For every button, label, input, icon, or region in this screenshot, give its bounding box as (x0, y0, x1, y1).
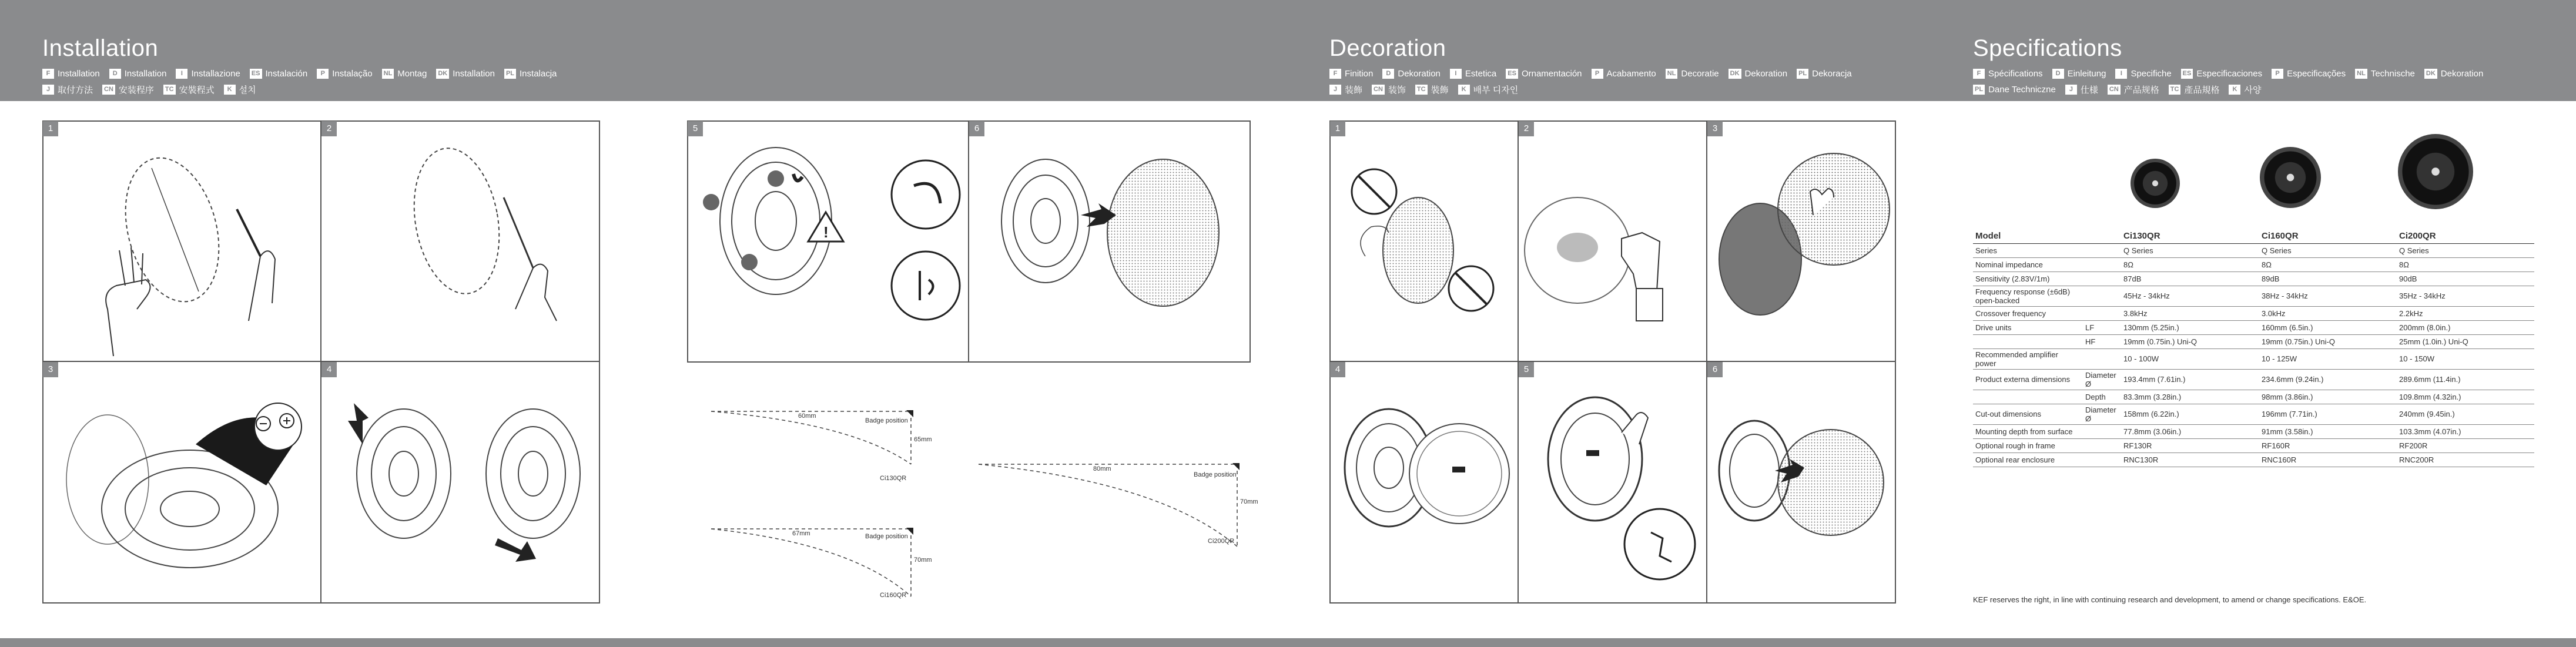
language-code-badge: K (2229, 85, 2240, 95)
spec-label: Optional rough in frame (1973, 438, 2083, 452)
spec-value: 109.8mm (4.32in.) (2397, 390, 2534, 404)
spec-value: RF200R (2397, 438, 2534, 452)
spec-label: Mounting depth from surface (1973, 424, 2083, 438)
language-item (1329, 69, 1373, 79)
specifications-languages-row2 (1973, 83, 2270, 96)
spec-value: 234.6mm (9.24in.) (2259, 369, 2397, 390)
template-dimension-vertical: 70mm (1240, 498, 1258, 505)
step-number: 1 (43, 121, 58, 136)
language-code-badge: F (1329, 69, 1341, 79)
spec-value: 200mm (8.0in.) (2397, 320, 2534, 334)
language-word: Specifiche (2131, 69, 2172, 79)
step-illustration (43, 362, 321, 603)
language-code-badge: NL (382, 69, 394, 79)
language-code-badge: PL (1797, 69, 1808, 79)
language-code-badge: D (109, 69, 121, 79)
language-word: 产品规格 (2123, 85, 2159, 95)
language-item (436, 69, 495, 79)
language-word: 裝飾 (1431, 85, 1449, 95)
step-number: 5 (1519, 362, 1534, 377)
language-item (1592, 69, 1656, 79)
spec-label: Series (1973, 243, 2083, 257)
language-item (1458, 83, 1519, 96)
product-image-ci160qr (2260, 147, 2321, 208)
specifications-languages-row1 (1973, 69, 2493, 79)
language-word: 사양 (2244, 85, 2262, 95)
spec-value: 10 - 125W (2259, 348, 2397, 369)
decoration-languages-row1 (1329, 69, 1861, 79)
language-item (1506, 69, 1582, 79)
language-item (2355, 69, 2415, 79)
language-code-badge: TC (163, 85, 176, 95)
language-word: Dekoration (1744, 69, 1788, 79)
language-code-badge: K (224, 85, 236, 95)
language-code-badge: P (317, 69, 329, 79)
spec-value: 45Hz - 34kHz (2121, 286, 2259, 306)
spec-sublabel (2083, 271, 2121, 286)
spec-value: Q Series (2121, 243, 2259, 257)
step-number: 3 (1707, 121, 1723, 136)
spec-value: 8Ω (2259, 257, 2397, 271)
language-word: Einleitung (2067, 69, 2106, 79)
spec-sublabel: LF (2083, 320, 2121, 334)
spec-label: Frequency response (±6dB) open-backed (1973, 286, 2083, 306)
step-number: 2 (321, 121, 337, 136)
step-number: 5 (688, 121, 703, 136)
spec-label: Nominal impedance (1973, 257, 2083, 271)
spec-row (1973, 257, 2534, 271)
language-code-badge: D (1382, 69, 1394, 79)
language-code-badge: CN (102, 85, 115, 95)
spec-value: 8Ω (2121, 257, 2259, 271)
spec-value: 3.0kHz (2259, 306, 2397, 320)
language-word: Installation (58, 69, 100, 79)
language-word: Instalación (265, 69, 308, 79)
language-item (1666, 69, 1719, 79)
spec-label: Recommended amplifier power (1973, 348, 2083, 369)
language-word: Ornamentación (1521, 69, 1582, 79)
language-code-badge: F (42, 69, 54, 79)
spec-value: 130mm (5.25in.) (2121, 320, 2259, 334)
spec-row (1973, 306, 2534, 320)
template-badge-label: Badge position (1194, 471, 1237, 478)
template-dimension: 60mm (798, 413, 816, 420)
spec-row (1973, 404, 2534, 424)
spec-label: Cut-out dimensions (1973, 404, 2083, 424)
language-item (1797, 69, 1852, 79)
specifications-table (1973, 229, 2534, 467)
language-code-badge: I (176, 69, 187, 79)
spec-row (1973, 369, 2534, 390)
step-illustration (321, 121, 600, 362)
language-item (1382, 69, 1441, 79)
language-word: 설치 (239, 85, 256, 95)
language-word: 安裝程式 (179, 85, 215, 95)
spec-value: RNC200R (2397, 452, 2534, 467)
spec-row (1973, 390, 2534, 404)
spec-row (1973, 438, 2534, 452)
installation-languages-row2 (42, 83, 266, 96)
language-item (224, 83, 256, 96)
spec-value: 289.6mm (11.4in.) (2397, 369, 2534, 390)
language-code-badge: K (1458, 85, 1470, 95)
language-item (250, 69, 307, 79)
spec-value: Ci200QR (2397, 229, 2534, 243)
language-code-badge: TC (2169, 85, 2181, 95)
language-code-badge: CN (2108, 85, 2121, 95)
cut-template-ci200qr (973, 458, 1258, 552)
spec-value: 91mm (3.58in.) (2259, 424, 2397, 438)
spec-value: 103.3mm (4.07in.) (2397, 424, 2534, 438)
spec-value: RF160R (2259, 438, 2397, 452)
template-model: Ci160QR (880, 592, 907, 599)
product-image-ci130qr (2131, 159, 2180, 208)
language-word: 装饰 (1388, 85, 1406, 95)
spec-row (1973, 424, 2534, 438)
language-code-badge: ES (1506, 69, 1518, 79)
step-illustration (321, 362, 600, 603)
decoration-languages-row2 (1329, 83, 1527, 96)
language-word: Installazione (191, 69, 240, 79)
decoration-title: Decoration (1329, 35, 1446, 61)
spec-value: RF130R (2121, 438, 2259, 452)
spec-sublabel (2083, 424, 2121, 438)
spec-value: Q Series (2259, 243, 2397, 257)
language-code-badge: TC (1415, 85, 1428, 95)
spec-value: 19mm (0.75in.) Uni-Q (2259, 334, 2397, 348)
language-word: Especificações (2287, 69, 2346, 79)
language-item (1415, 83, 1449, 96)
step-number: 4 (321, 362, 337, 377)
spec-sublabel (2083, 452, 2121, 467)
language-item (2115, 69, 2171, 79)
spec-value: 10 - 100W (2121, 348, 2259, 369)
install-step-2 (321, 121, 600, 362)
spec-sublabel (2083, 257, 2121, 271)
template-dimension: 80mm (1093, 465, 1111, 472)
language-code-badge: P (1592, 69, 1603, 79)
spec-label (1973, 390, 2083, 404)
language-item (1372, 83, 1406, 96)
language-code-badge: NL (2355, 69, 2367, 79)
installation-languages-row1 (42, 69, 566, 79)
install-step-6 (969, 121, 1250, 362)
language-code-badge: D (2052, 69, 2064, 79)
language-word: Dekoration (2440, 69, 2484, 79)
spec-value: 19mm (0.75in.) Uni-Q (2121, 334, 2259, 348)
language-item (1329, 83, 1362, 96)
language-word: 배부 디자인 (1473, 85, 1519, 95)
language-word: Montag (397, 69, 427, 79)
language-word: 產品規格 (2184, 85, 2220, 95)
language-item (109, 69, 167, 79)
step-number: 1 (1330, 121, 1345, 136)
language-item (42, 69, 100, 79)
installation-title: Installation (42, 35, 159, 61)
language-word: Installation (453, 69, 495, 79)
spec-sublabel: HF (2083, 334, 2121, 348)
step-number: 3 (43, 362, 58, 377)
decoration-step-6 (1707, 362, 1895, 603)
language-word: Finition (1345, 69, 1374, 79)
spec-label: Optional rear enclosure (1973, 452, 2083, 467)
spec-label: Model (1973, 229, 2083, 243)
language-item (1729, 69, 1787, 79)
spec-value: 83.3mm (3.28in.) (2121, 390, 2259, 404)
install-step-5 (688, 121, 969, 362)
spec-sublabel (2083, 348, 2121, 369)
spec-label: Drive units (1973, 320, 2083, 334)
template-model: Ci200QR (1208, 538, 1235, 545)
decoration-step-4 (1330, 362, 1519, 603)
template-dimension-vertical: 65mm (914, 436, 932, 443)
decoration-step-1 (1330, 121, 1519, 362)
language-item (163, 83, 215, 96)
step-illustration (1707, 362, 1895, 603)
language-item (382, 69, 427, 79)
language-word: Estetica (1465, 69, 1497, 79)
language-item (2169, 83, 2220, 96)
step-number: 4 (1330, 362, 1345, 377)
template-badge-label: Badge position (865, 533, 908, 540)
spec-row (1973, 452, 2534, 467)
language-code-badge: P (2272, 69, 2283, 79)
spec-sublabel: Diameter Ø (2083, 369, 2121, 390)
language-word: Technische (2370, 69, 2415, 79)
language-item (1973, 69, 2043, 79)
disclaimer: KEF reserves the right, in line with continuing research and development, to amend or change specifications. E&OE. (1973, 595, 2367, 604)
spec-row (1973, 229, 2534, 243)
install-step-4 (321, 362, 600, 603)
svg-text:!: ! (823, 223, 829, 241)
language-word: Instalação (332, 69, 373, 79)
language-word: 安装程序 (118, 85, 154, 95)
spec-value: 8Ω (2397, 257, 2534, 271)
decoration-step-5 (1519, 362, 1707, 603)
spec-sublabel (2083, 243, 2121, 257)
cut-template-ci160qr (705, 520, 932, 602)
language-word: Especificaciones (2196, 69, 2263, 79)
spec-value: RNC130R (2121, 452, 2259, 467)
spec-value: 2.2kHz (2397, 306, 2534, 320)
spec-value: 77.8mm (3.06in.) (2121, 424, 2259, 438)
language-code-badge: DK (2424, 69, 2437, 79)
spec-value: 240mm (9.45in.) (2397, 404, 2534, 424)
spec-value: 89dB (2259, 271, 2397, 286)
decoration-step-3 (1707, 121, 1895, 362)
language-word: Dekoracja (1812, 69, 1852, 79)
language-item (2272, 69, 2346, 79)
language-word: Installation (124, 69, 167, 79)
step-number: 6 (1707, 362, 1723, 377)
language-item (504, 69, 557, 79)
spec-label: Product externa dimensions (1973, 369, 2083, 390)
spec-value: 35Hz - 34kHz (2397, 286, 2534, 306)
language-code-badge: ES (2181, 69, 2193, 79)
spec-value: 193.4mm (7.61in.) (2121, 369, 2259, 390)
spec-sublabel (2083, 286, 2121, 306)
template-model: Ci130QR (880, 475, 907, 482)
spec-row (1973, 334, 2534, 348)
step-illustration (1330, 121, 1519, 362)
language-code-badge: ES (250, 69, 262, 79)
language-item (2181, 69, 2262, 79)
language-code-badge: I (2115, 69, 2127, 79)
template-dimension: 67mm (792, 530, 810, 537)
spec-value: Ci130QR (2121, 229, 2259, 243)
spec-row (1973, 243, 2534, 257)
language-code-badge: NL (1666, 69, 1678, 79)
spec-sublabel: Depth (2083, 390, 2121, 404)
language-item (2052, 69, 2106, 79)
spec-sublabel (2083, 438, 2121, 452)
spec-value: 160mm (6.5in.) (2259, 320, 2397, 334)
language-code-badge: PL (504, 69, 516, 79)
language-code-badge: DK (1729, 69, 1741, 79)
spec-value: 158mm (6.22in.) (2121, 404, 2259, 424)
language-item (2229, 83, 2261, 96)
spec-label: Crossover frequency (1973, 306, 2083, 320)
install-step-3 (43, 362, 321, 603)
language-code-badge: J (1329, 85, 1341, 95)
language-code-badge: DK (436, 69, 449, 79)
spec-value: 38Hz - 34kHz (2259, 286, 2397, 306)
language-word: Instalacja (520, 69, 557, 79)
spec-value: 90dB (2397, 271, 2534, 286)
spec-sublabel (2083, 306, 2121, 320)
language-word: 装飾 (1345, 85, 1363, 95)
product-image-ci200qr (2398, 134, 2473, 209)
spec-row (1973, 320, 2534, 334)
step-illustration (1519, 121, 1707, 362)
decoration-step-2 (1519, 121, 1707, 362)
step-illustration (1330, 362, 1519, 603)
language-word: Spécifications (1988, 69, 2043, 79)
spec-value: 87dB (2121, 271, 2259, 286)
language-word: 取付方法 (58, 85, 93, 95)
language-item (176, 69, 240, 79)
spec-row (1973, 286, 2534, 306)
spec-label (1973, 334, 2083, 348)
language-code-badge: J (2065, 85, 2077, 95)
template-dimension-vertical: 70mm (914, 557, 932, 564)
step-illustration (1707, 121, 1895, 362)
spec-value: 196mm (7.71in.) (2259, 404, 2397, 424)
spec-value: Q Series (2397, 243, 2534, 257)
specifications-title: Specifications (1973, 35, 2122, 61)
language-item (2108, 83, 2159, 96)
step-number: 6 (969, 121, 984, 136)
spec-row (1973, 348, 2534, 369)
cut-template-ci130qr (705, 400, 932, 482)
language-item (102, 83, 154, 96)
step-number: 2 (1519, 121, 1534, 136)
language-code-badge: CN (1372, 85, 1385, 95)
spec-value: RNC160R (2259, 452, 2397, 467)
spec-sublabel (2083, 229, 2121, 243)
spec-value: 10 - 150W (2397, 348, 2534, 369)
language-item (2065, 83, 2098, 96)
step-illustration (43, 121, 321, 362)
spec-row (1973, 271, 2534, 286)
language-code-badge: F (1973, 69, 1985, 79)
spec-value: 3.8kHz (2121, 306, 2259, 320)
language-word: Dane Techniczne (1988, 85, 2056, 95)
language-word: 仕様 (2080, 85, 2098, 95)
language-code-badge: PL (1973, 85, 1985, 95)
language-item (2424, 69, 2483, 79)
spec-label: Sensitivity (2.83V/1m) (1973, 271, 2083, 286)
spec-sublabel: Diameter Ø (2083, 404, 2121, 424)
step-illustration (1519, 362, 1707, 603)
language-code-badge: I (1450, 69, 1462, 79)
language-item (1973, 85, 2056, 95)
language-code-badge: J (42, 85, 54, 95)
language-item (1450, 69, 1496, 79)
step-illustration (969, 121, 1250, 362)
step-illustration (688, 121, 969, 362)
spec-value: Ci160QR (2259, 229, 2397, 243)
language-word: Decoratie (1681, 69, 1719, 79)
language-word: Acabamento (1606, 69, 1656, 79)
spec-value: 98mm (3.86in.) (2259, 390, 2397, 404)
install-step-1 (43, 121, 321, 362)
language-item (42, 83, 93, 96)
footer-band (0, 638, 2576, 647)
template-badge-label: Badge position (865, 417, 908, 424)
spec-value: 25mm (1.0in.) Uni-Q (2397, 334, 2534, 348)
language-item (317, 69, 372, 79)
language-word: Dekoration (1398, 69, 1441, 79)
